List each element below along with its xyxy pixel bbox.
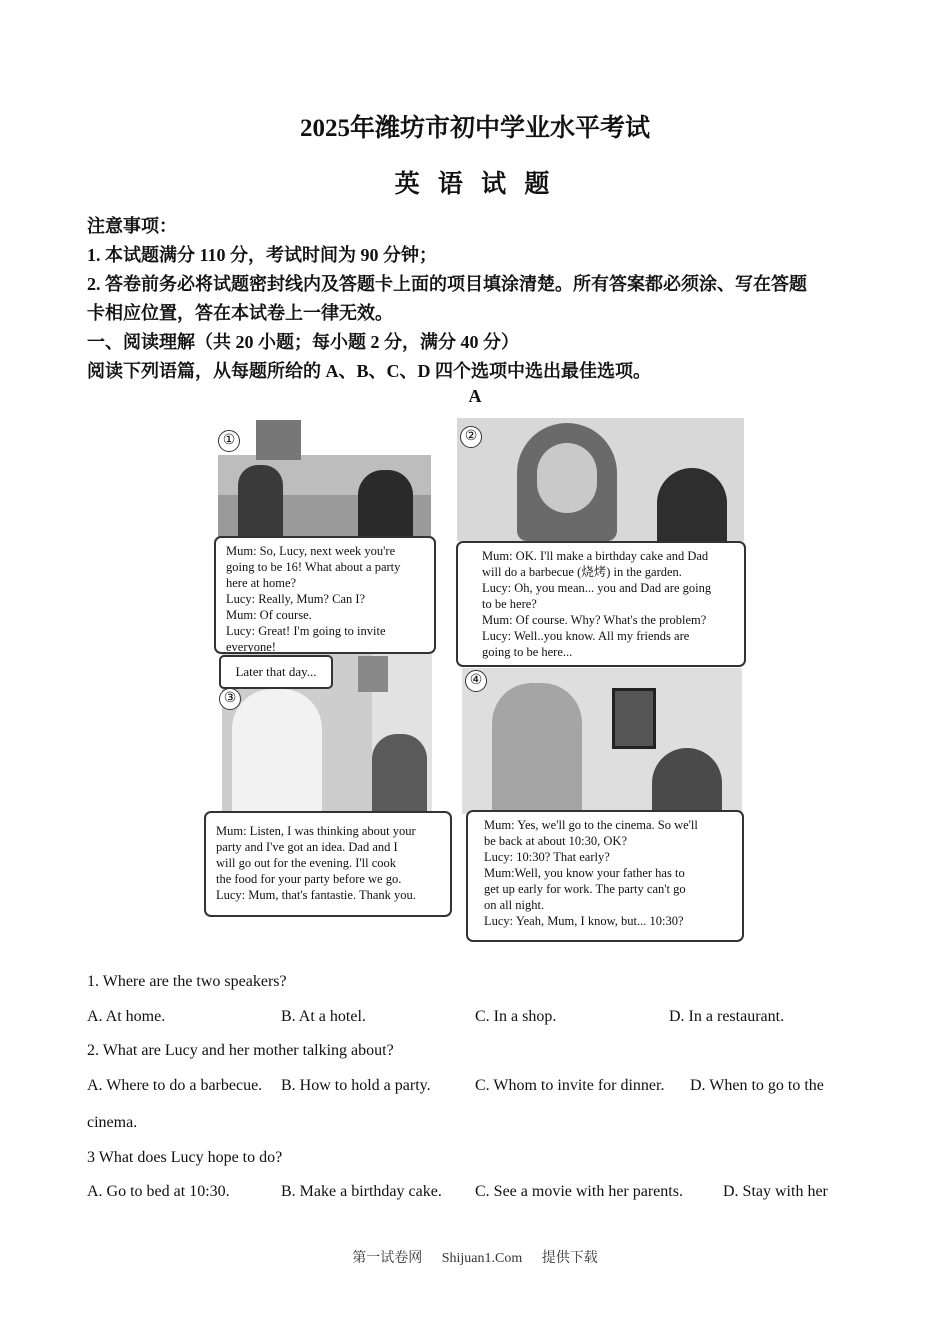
comic-photo-4 — [462, 668, 742, 814]
bubble-4-line: get up early for work. The party can't go — [484, 882, 686, 896]
page-footer — [0, 1247, 950, 1267]
bubble-3-line: Mum: Listen, I was thinking about your — [216, 824, 416, 838]
footer-note: 提供下载 — [541, 1251, 598, 1266]
panel-number-3: ③ — [219, 688, 241, 710]
later-caption: Later that day... — [219, 655, 333, 689]
question-2-stem: 2. What are Lucy and her mother talking about? — [87, 1042, 394, 1059]
question-1-option-d[interactable]: D. In a restaurant. — [669, 1008, 785, 1025]
panel-number-4: ④ — [465, 670, 487, 692]
bubble-2-line: to be here? — [482, 597, 537, 611]
exam-subtitle: 英 语 试 题 — [394, 171, 556, 198]
question-1-option-a[interactable]: A. At home. — [87, 1008, 166, 1025]
bubble-3-line: Lucy: Mum, that's fantastie. Thank you. — [216, 888, 416, 902]
question-2-option-d-continuation: cinema. — [87, 1114, 138, 1131]
speech-bubble-4 — [466, 810, 744, 942]
bubble-4-line: Mum: Yes, we'll go to the cinema. So we'll — [484, 818, 698, 832]
speech-bubble-1 — [214, 536, 436, 654]
panel-number-1: ① — [218, 430, 240, 452]
question-3-stem: 3 What does Lucy hope to do? — [87, 1149, 283, 1166]
speech-bubble-2 — [456, 541, 746, 667]
bubble-4-line: on all night. — [484, 898, 545, 912]
comic-photo-2 — [457, 418, 744, 541]
passage-label: A — [468, 386, 482, 406]
section-instruction: 阅读下列语篇，从每题所给的 A、B、C、D 四个选项中选出最佳选项。 — [87, 361, 651, 381]
question-3-option-a[interactable]: A. Go to bed at 10:30. — [87, 1183, 230, 1200]
bubble-4-line: Lucy: 10:30? That early? — [484, 850, 610, 864]
bubble-1-line: Mum: So, Lucy, next week you're — [226, 544, 396, 558]
panel-number-2: ② — [460, 426, 482, 448]
bubble-1-line: Lucy: Really, Mum? Can I? — [226, 592, 366, 606]
bubble-1-line: going to be 16! What about a party — [226, 560, 401, 574]
question-2-option-d[interactable]: D. When to go to the — [690, 1077, 824, 1094]
bubble-2-line: Lucy: Oh, you mean... you and Dad are going — [482, 581, 712, 595]
question-2-option-b[interactable]: B. How to hold a party. — [281, 1077, 431, 1094]
notes-heading: 注意事项： — [87, 216, 177, 236]
bubble-3-line: will go out for the evening. I'll cook — [216, 856, 396, 870]
bubble-2-line: Mum: OK. I'll make a birthday cake and Dad — [482, 549, 709, 563]
bubble-3-line: party and I've got an idea. Dad and I — [216, 840, 398, 854]
question-3-option-c[interactable]: C. See a movie with her parents. — [475, 1183, 683, 1200]
bubble-4-line: Mum:Well, you know your father has to — [484, 866, 685, 880]
question-3-option-b[interactable]: B. Make a birthday cake. — [281, 1183, 442, 1200]
bubble-1-line: here at home? — [226, 576, 297, 590]
speech-bubble-3 — [204, 811, 452, 917]
notes-item-2-line-2: 卡相应位置，答在本试卷上一律无效。 — [87, 303, 393, 323]
footer-domain-link[interactable]: Shijuan1.Com — [441, 1251, 523, 1266]
bubble-2-line: going to be here... — [482, 645, 573, 659]
question-1-option-b[interactable]: B. At a hotel. — [281, 1008, 366, 1025]
section-heading: 一、阅读理解（共 20 小题；每小题 2 分，满分 40 分） — [87, 332, 519, 352]
question-1-stem: 1. Where are the two speakers? — [87, 973, 287, 990]
question-2-option-a[interactable]: A. Where to do a barbecue. — [87, 1077, 263, 1094]
question-1-option-c[interactable]: C. In a shop. — [475, 1008, 557, 1025]
shelf-photo — [256, 420, 301, 460]
footer-site-name: 第一试卷网 — [352, 1251, 423, 1266]
bubble-2-line: Lucy: Well..you know. All my friends are — [482, 629, 690, 643]
question-3-option-d[interactable]: D. Stay with her — [723, 1183, 828, 1200]
notes-item-2-line-1: 2. 答卷前务必将试题密封线内及答题卡上面的项目填涂清楚。所有答案都必须涂、写在答题 — [87, 274, 807, 294]
bubble-4-line: Lucy: Yeah, Mum, I know, but... 10:30? — [484, 914, 684, 928]
notes-item-1: 1. 本试题满分 110 分，考试时间为 90 分钟； — [87, 245, 438, 265]
bubble-1-line: Lucy: Great! I'm going to invite — [226, 624, 386, 638]
bubble-4-line: be back at about 10:30, OK? — [484, 834, 628, 848]
bubble-1-line: Mum: Of course. — [226, 608, 312, 622]
comic-photo-1 — [218, 455, 431, 545]
wall-picture-3 — [358, 656, 388, 692]
bubble-2-line: Mum: Of course. Why? What's the problem? — [482, 613, 707, 627]
question-2-option-c[interactable]: C. Whom to invite for dinner. — [475, 1077, 665, 1094]
bubble-3-line: the food for your party before we go. — [216, 872, 402, 886]
exam-title: 2025年潍坊市初中学业水平考试 — [299, 115, 650, 142]
bubble-2-line: will do a barbecue (烧烤) in the garden. — [482, 565, 682, 579]
bubble-1-line: everyone! — [226, 640, 276, 654]
